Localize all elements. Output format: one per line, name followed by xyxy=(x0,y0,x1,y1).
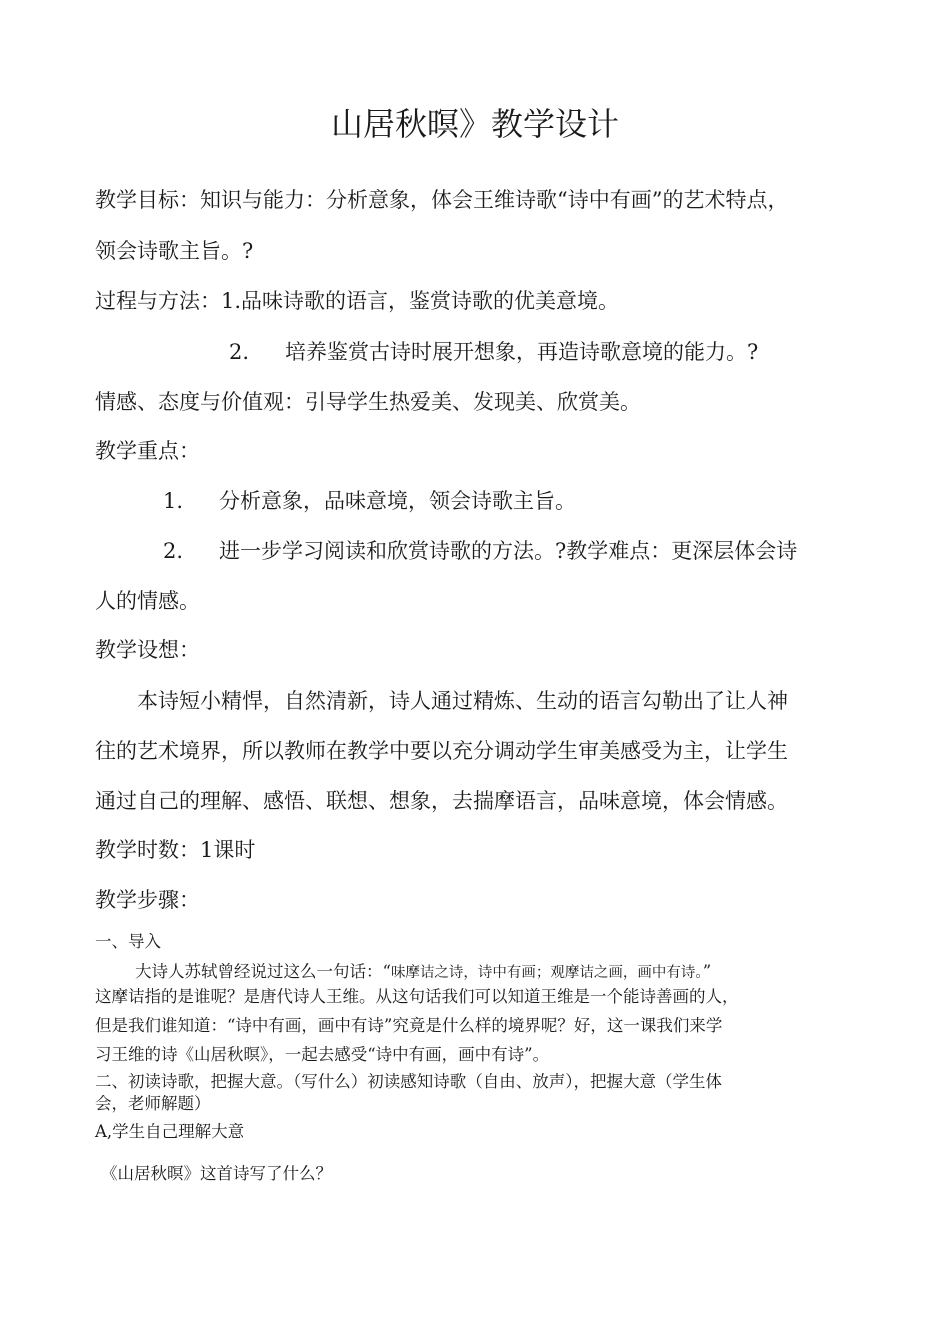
key-item-1-text: 分析意象，品味意境，领会诗歌主旨。 xyxy=(219,489,577,513)
key-item-2-text: 进一步学习阅读和欣赏诗歌的方法。?教学难点：更深层体会诗 xyxy=(219,539,798,563)
process-line-1: 过程与方法：1.品味诗歌的语言，鉴赏诗歌的优美意境。 xyxy=(95,289,620,313)
document-title: 山居秋暝》教学设计 xyxy=(330,105,619,143)
goal-line-2: 领会诗歌主旨。? xyxy=(95,239,254,263)
process-item-2 xyxy=(229,337,849,367)
idea-line-3: 通过自己的理解、感悟、联想、想象，去揣摩语言，品味意境，体会情感。 xyxy=(95,789,788,813)
step2-a: A,学生自己理解大意 xyxy=(95,1122,245,1141)
step1-line-1 xyxy=(135,961,850,984)
idea-line-1: 本诗短小精悍，自然清新，诗人通过精炼、生动的语言勾勒出了让人神 xyxy=(137,689,788,713)
step1-line-3: 但是我们谁知道：“诗中有画，画中有诗”究竟是什么样的境界呢？好，这一课我们来学 xyxy=(95,1016,723,1035)
goal-line-1: 教学目标：知识与能力：分析意象，体会王维诗歌“诗中有画”的艺术特点， xyxy=(95,188,789,212)
key-item-2-number: 2. xyxy=(163,539,184,563)
key-item-1-number: 1. xyxy=(163,489,184,513)
steps-heading: 教学步骤： xyxy=(95,888,200,912)
step2-question: 《山居秋暝》这首诗写了什么？ xyxy=(101,1164,332,1183)
key-item-1 xyxy=(163,486,853,516)
key-item-2-continued: 人的情感。 xyxy=(95,589,200,613)
key-item-2 xyxy=(163,536,853,566)
idea-heading: 教学设想： xyxy=(95,638,200,662)
step1-line-2: 这摩诘指的是谁呢？是唐代诗人王维。从这句话我们可以知道王维是一个能诗善画的人， xyxy=(95,987,739,1006)
step1-line-1-lead: 大诗人苏轼曾经说过这么一句话：“ xyxy=(135,962,391,981)
step1-heading: 一、导入 xyxy=(95,932,161,951)
key-heading: 教学重点： xyxy=(95,439,200,463)
step1-line-1-close: ” xyxy=(702,962,712,981)
process-item-2-text: 培养鉴赏古诗时展开想象，再造诗歌意境的能力。? xyxy=(285,340,759,364)
step2-line-2: 会，老师解题） xyxy=(95,1094,211,1113)
idea-line-2: 往的艺术境界，所以教师在教学中要以充分调动学生审美感受为主，让学生 xyxy=(95,739,788,763)
step2-line-1: 二、初读诗歌，把握大意。（写什么）初读感知诗歌（自由、放声），把握大意（学生体 xyxy=(95,1072,722,1091)
step1-quote: 味摩诘之诗，诗中有画；观摩诘之画，画中有诗。 xyxy=(390,965,703,981)
process-item-2-number: 2. xyxy=(229,340,250,364)
emotion-line: 情感、态度与价值观：引导学生热爱美、发现美、欣赏美。 xyxy=(95,390,641,414)
step1-line-4: 习王维的诗《山居秋暝》，一起去感受“诗中有画，画中有诗”。 xyxy=(95,1045,550,1064)
hours-line: 教学时数：1课时 xyxy=(95,838,256,862)
